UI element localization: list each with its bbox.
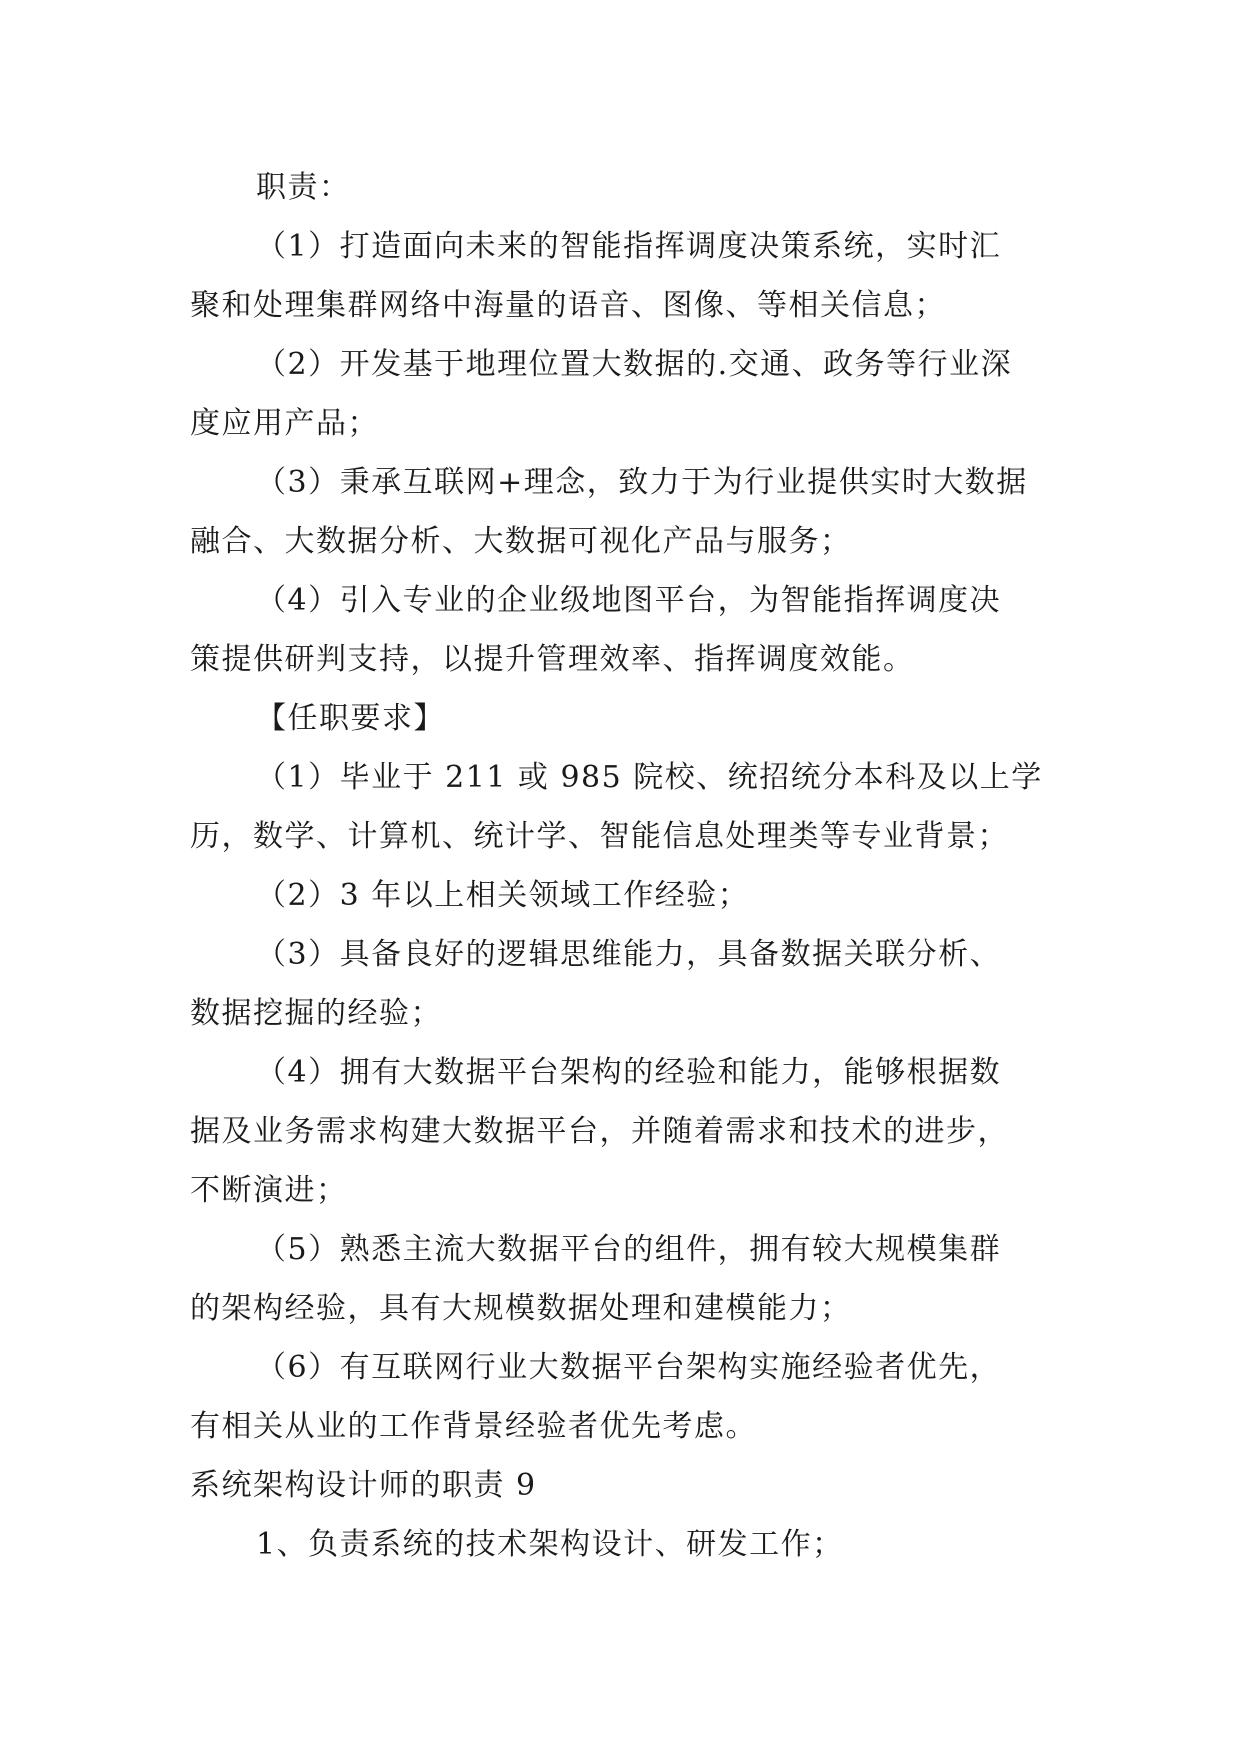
- paragraph-line: 的架构经验，具有大规模数据处理和建模能力；: [190, 1291, 852, 1326]
- paragraph-line: （5）熟悉主流大数据平台的组件，拥有较大规模集群: [256, 1232, 1002, 1267]
- paragraph-line: 职责：: [256, 170, 351, 205]
- paragraph-line: （6）有互联网行业大数据平台架构实施经验者优先，: [256, 1350, 1002, 1385]
- paragraph-line: （2）开发基于地理位置大数据的.交通、政务等行业深: [256, 347, 1013, 382]
- paragraph-line: （4）引入专业的企业级地图平台，为智能指挥调度决: [256, 583, 1002, 618]
- paragraph-line: 聚和处理集群网络中海量的语音、图像、等相关信息；: [190, 288, 946, 323]
- document-body: [190, 158, 1050, 1574]
- paragraph-line: 历，数学、计算机、统计学、智能信息处理类等专业背景；: [190, 819, 1009, 854]
- paragraph-line: （4）拥有大数据平台架构的经验和能力，能够根据数: [256, 1055, 1002, 1090]
- section-title: 系统架构设计师的职责 9: [190, 1468, 537, 1503]
- paragraph-line: （3）具备良好的逻辑思维能力，具备数据关联分析、: [256, 937, 1002, 972]
- paragraph-line: 融合、大数据分析、大数据可视化产品与服务；: [190, 524, 852, 559]
- paragraph-line: 有相关从业的工作背景经验者优先考虑。: [190, 1409, 757, 1444]
- paragraph-line: 据及业务需求构建大数据平台，并随着需求和技术的进步，: [190, 1114, 1009, 1149]
- paragraph-line: （3）秉承互联网+理念，致力于为行业提供实时大数据: [256, 465, 1028, 500]
- paragraph-line: （2）3 年以上相关领域工作经验；: [256, 878, 750, 913]
- paragraph-line: 数据挖掘的经验；: [190, 996, 442, 1031]
- paragraph-line: （1）毕业于 211 或 985 院校、统招统分本科及以上学: [256, 760, 1043, 795]
- paragraph-line: （1）打造面向未来的智能指挥调度决策系统，实时汇: [256, 229, 1002, 264]
- section-heading: 【任职要求】: [256, 701, 445, 736]
- paragraph-line: 策提供研判支持，以提升管理效率、指挥调度效能。: [190, 642, 915, 677]
- paragraph-line: 1、负责系统的技术架构设计、研发工作；: [256, 1527, 844, 1562]
- paragraph-line: 度应用产品；: [190, 406, 379, 441]
- paragraph-line: 不断演进；: [190, 1173, 348, 1208]
